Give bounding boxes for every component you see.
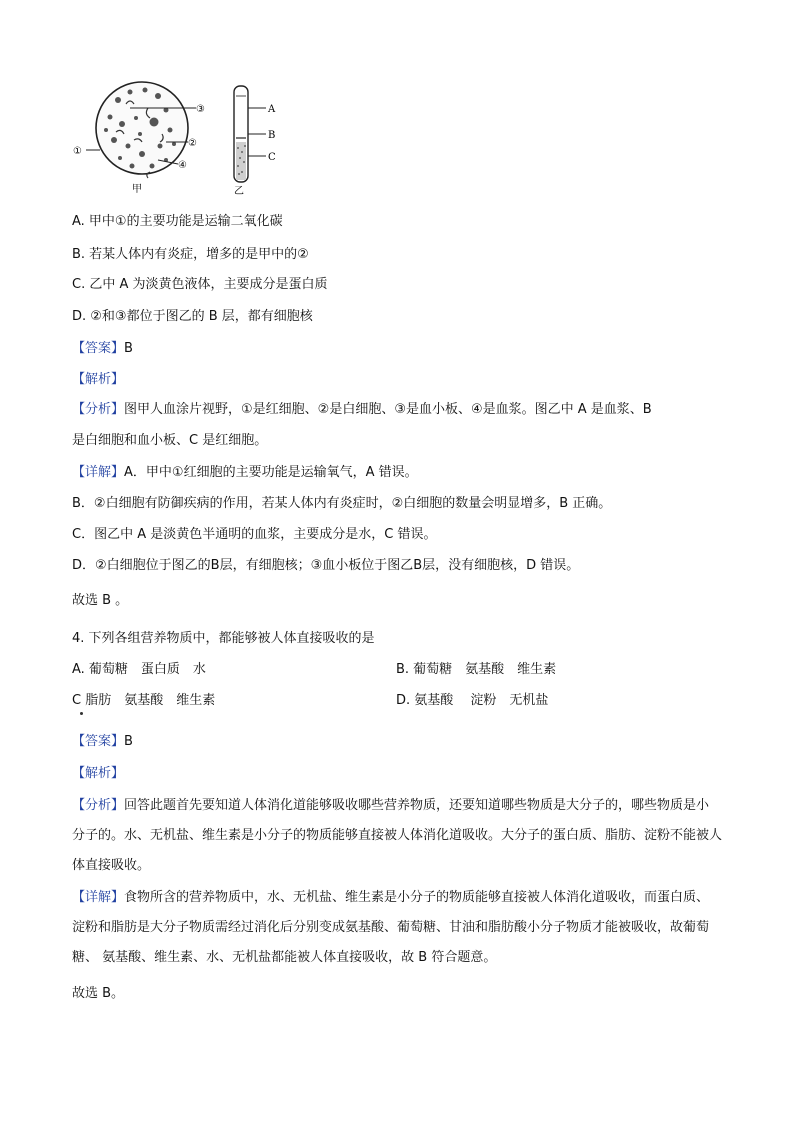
q3-option-a: A. 甲中①的主要功能是运输二氧化碳 (72, 214, 283, 229)
q3-fenxi-text-2: 是白细胞和血小板、C 是红细胞。 (72, 433, 268, 448)
label-jia: 甲 (132, 184, 142, 195)
q3-option-c: C. 乙中 A 为淡黄色液体，主要成分是蛋白质 (72, 277, 328, 292)
label-yi: 乙 (234, 186, 244, 197)
q4-option-c: C 脂肪 氨基酸 维生素 (72, 693, 216, 708)
q3-fenxi-line1 (72, 400, 652, 420)
stray-dot (80, 712, 83, 715)
q3-analysis-tag: 【解析】 (72, 372, 125, 387)
q3-xiangjie-tag: 【详解】 (72, 465, 125, 480)
q3-xiangjie-a: A．甲中①红细胞的主要功能是运输氧气，A 错误。 (124, 465, 418, 480)
label-1: ① (73, 146, 82, 157)
q4-conclusion: 故选 B。 (72, 986, 125, 1001)
label-4: ④ (178, 160, 187, 171)
q4-stem: 4. 下列各组营养物质中，都能够被人体直接吸收的是 (72, 631, 375, 646)
q3-answer-value: B (124, 341, 133, 356)
q4-answer-tag: 【答案】 (72, 734, 125, 749)
q3-xiangjie-line-a (72, 463, 418, 483)
q3-answer-tag: 【答案】 (72, 341, 125, 356)
q3-xiangjie-c: C．图乙中 A 是淡黄色半通明的血浆，主要成分是水，C 错误。 (72, 527, 437, 542)
q3-xiangjie-d: D．②白细胞位于图乙的B层，有细胞核；③血小板位于图乙B层，没有细胞核，D 错误。 (72, 558, 580, 573)
q3-answer (72, 339, 133, 359)
q4-option-b: B. 葡萄糖 氨基酸 维生素 (396, 662, 557, 677)
q3-option-d: D. ②和③都位于图乙的 B 层，都有细胞核 (72, 309, 313, 324)
q3-fenxi-text-1: 图甲人血涂片视野，①是红细胞、②是白细胞、③是血小板、④是血浆。图乙中 A 是血浆、B (124, 402, 652, 417)
q4-option-a: A. 葡萄糖 蛋白质 水 (72, 662, 206, 677)
blood-figure (70, 62, 290, 202)
tube-label-b: B (268, 130, 276, 141)
q3-conclusion: 故选 B 。 (72, 593, 129, 608)
label-3: ③ (196, 104, 205, 115)
q4-fenxi-tag: 【分析】 (72, 798, 125, 813)
q4-xiangjie (72, 883, 722, 973)
q4-answer-value: B (124, 734, 133, 749)
q4-answer (72, 732, 133, 752)
smear-circle (96, 82, 188, 174)
q4-analysis-tag: 【解析】 (72, 766, 125, 781)
tube-label-c: C (268, 152, 276, 163)
q4-option-d: D. 氨基酸 淀粉 无机盐 (396, 693, 549, 708)
blood-figure-svg (70, 62, 290, 202)
label-2: ② (188, 138, 197, 149)
q3-xiangjie-b: B．②白细胞有防御疾病的作用，若某人体内有炎症时，②白细胞的数量会明显增多，B 正确。 (72, 496, 612, 511)
q4-xiangjie-tag: 【详解】 (72, 890, 125, 905)
q3-option-b: B. 若某人体内有炎症，增多的是甲中的② (72, 247, 309, 262)
q4-xiangjie-text: 食物所含的营养物质中，水、无机盐、维生素是小分子的物质能够直接被人体消化道吸收，而蛋白质、淀粉和脂肪是大分子物质需经过消化后分别变成氨基酸、葡萄糖、甘油和脂肪酸小分子物质才能被吸收，故葡萄糖、 氨基酸、维生素、水、无机盐都能被人体直接吸收，故 B 符合题意。 (72, 890, 710, 965)
tube-label-a: A (268, 104, 276, 115)
q4-fenxi (72, 791, 722, 881)
q3-fenxi-tag: 【分析】 (72, 402, 125, 417)
q4-fenxi-text: 回答此题首先要知道人体消化道能够吸收哪些营养物质，还要知道哪些物质是大分子的，哪些物质是小分子的。水、无机盐、维生素是小分子的物质能够直接被人体消化道吸收。大分子的蛋白质、脂肪、淀粉不能被人体直接吸收。 (72, 798, 723, 873)
